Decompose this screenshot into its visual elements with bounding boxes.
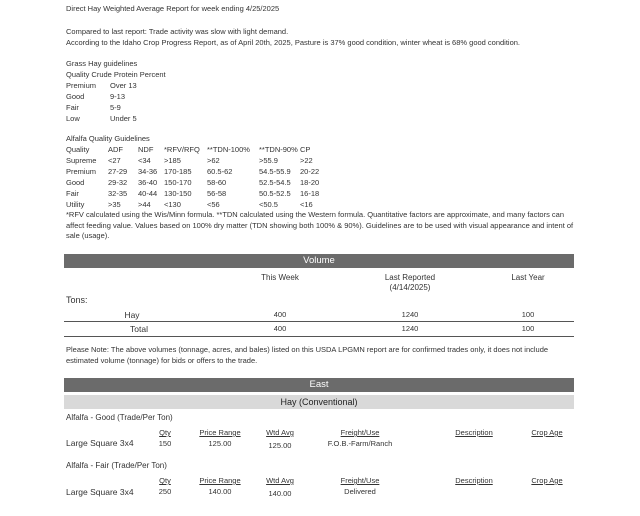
alfalfa-col-header: ADF [108, 145, 123, 154]
alfalfa-cell: >44 [138, 200, 151, 209]
volume-bar: Volume [64, 254, 574, 268]
alfalfa-cell: >185 [164, 156, 181, 165]
alfalfa-cell: 58-60 [207, 178, 227, 187]
alfalfa-cell: >22 [300, 156, 313, 165]
volume-row-label: Hay [124, 310, 140, 320]
qty-value: 250 [158, 487, 172, 496]
alfalfa-col-header: NDF [138, 145, 154, 154]
alfalfa-quality-label: Fair [66, 189, 79, 198]
freight-value: F.O.B.-Farm/Ranch [327, 439, 393, 448]
alfalfa-cell: 36-40 [138, 178, 158, 187]
alfalfa-cell: <56 [207, 200, 220, 209]
tons-label: Tons: [66, 295, 88, 305]
alfalfa-cell: 32-35 [108, 189, 128, 198]
alfalfa-cell: 150-170 [164, 178, 192, 187]
alfalfa-cell: 52.5-54.5 [259, 178, 291, 187]
volume-last-year: 100 [521, 310, 535, 319]
item-label: Large Square 3x4 [66, 438, 134, 448]
row-divider [64, 321, 574, 322]
alfalfa-cell: <50.5 [259, 200, 278, 209]
alfalfa-col-header: **TDN-100% [207, 145, 250, 154]
grass-subheading: Quality Crude Protein Percent [66, 70, 166, 79]
alfalfa-cell: 56-58 [207, 189, 227, 198]
col-this-week: This Week [261, 273, 299, 282]
alfalfa-heading: Alfalfa Quality Guidelines [66, 134, 150, 143]
freight-value: Delivered [344, 487, 376, 496]
volume-last-reported: 1240 [401, 324, 419, 333]
volume-row-label: Total [130, 324, 148, 334]
volume-this-week: 400 [273, 310, 287, 319]
grass-value: Under 5 [110, 114, 137, 123]
group-title: Alfalfa - Fair (Trade/Per Ton) [66, 461, 167, 470]
alfalfa-cell: 130-150 [164, 189, 192, 198]
alfalfa-cell: 29-32 [108, 178, 128, 187]
col-freight: Freight/Use [340, 476, 380, 485]
col-wtd-avg: Wtd Avg [266, 476, 294, 485]
report-title: Direct Hay Weighted Average Report for week ending 4/25/2025 [66, 4, 280, 13]
group-title: Alfalfa - Good (Trade/Per Ton) [66, 413, 173, 422]
alfalfa-quality-label: Good [66, 178, 85, 187]
alfalfa-cell: >35 [108, 200, 121, 209]
grass-heading: Grass Hay guidelines [66, 59, 138, 68]
alfalfa-footnote: *RFV calculated using the Wis/Minn formula. **TDN calculated using the Western formula. Quantitative factors are approximate, and many factors can affect feeding value. Values based on 100% dry matter (TDN showing both 100% & 90%). Guidelines are to be used with visual appearance and intent of sale (usage). [66, 210, 574, 240]
col-qty: Qty [159, 428, 171, 437]
volume-this-week: 400 [273, 324, 287, 333]
row-divider [64, 336, 574, 337]
alfalfa-cell: <130 [164, 200, 181, 209]
grass-value: 5-9 [110, 103, 121, 112]
alfalfa-cell: 20-22 [300, 167, 320, 176]
wtd-avg-value: 140.00 [268, 489, 292, 498]
grass-grade: Good [66, 92, 85, 101]
alfalfa-cell: <16 [300, 200, 313, 209]
alfalfa-cell: 170-185 [164, 167, 192, 176]
wtd-avg-value: 125.00 [268, 441, 292, 450]
crop-progress-text: According to the Idaho Crop Progress Report, as of April 20th, 2025, Pasture is 37% good condition, winter wheat is 68% good condition. [66, 38, 521, 47]
alfalfa-cell: <34 [138, 156, 151, 165]
col-last-reported-date: (4/14/2025) [389, 283, 431, 292]
alfalfa-cell: 40-44 [138, 189, 158, 198]
alfalfa-cell: <27 [108, 156, 121, 165]
col-wtd-avg: Wtd Avg [266, 428, 294, 437]
price-value: 140.00 [208, 487, 232, 496]
alfalfa-quality-label: Premium [66, 167, 97, 176]
col-description: Description [455, 428, 493, 437]
alfalfa-cell: 16-18 [300, 189, 320, 198]
alfalfa-cell: 27-29 [108, 167, 128, 176]
east-bar: East [64, 378, 574, 392]
grass-grade: Low [66, 114, 80, 123]
volume-last-year: 100 [521, 324, 535, 333]
hay-conventional-bar: Hay (Conventional) [64, 395, 574, 409]
alfalfa-quality-label: Utility [66, 200, 85, 209]
compared-text: Compared to last report: Trade activity was slow with light demand. [66, 27, 289, 36]
volume-last-reported: 1240 [401, 310, 419, 319]
price-value: 125.00 [208, 439, 232, 448]
col-price-range: Price Range [199, 428, 241, 437]
qty-value: 150 [158, 439, 172, 448]
alfalfa-col-header: *RFV/RFQ [164, 145, 200, 154]
alfalfa-quality-label: Supreme [66, 156, 97, 165]
col-last-year: Last Year [511, 273, 545, 282]
alfalfa-cell: >55.9 [259, 156, 278, 165]
alfalfa-col-header: Quality [66, 145, 90, 154]
alfalfa-col-header: CP [300, 145, 311, 154]
alfalfa-cell: >62 [207, 156, 220, 165]
col-qty: Qty [159, 476, 171, 485]
col-freight: Freight/Use [340, 428, 380, 437]
col-crop-age: Crop Age [531, 428, 563, 437]
alfalfa-cell: 54.5-55.9 [259, 167, 291, 176]
col-last-reported: Last Reported [384, 273, 436, 282]
grass-grade: Fair [66, 103, 79, 112]
alfalfa-cell: 34-36 [138, 167, 158, 176]
grass-grade: Premium [66, 81, 97, 90]
col-price-range: Price Range [199, 476, 241, 485]
alfalfa-cell: 50.5-52.5 [259, 189, 291, 198]
col-crop-age: Crop Age [531, 476, 563, 485]
volume-note: Please Note: The above volumes (tonnage, acres, and bales) listed on this USDA LPGMN report are for confirmed trades only, it does not include estimated volume (tonnage) for bids or offers to the trade. [66, 345, 549, 365]
item-label: Large Square 3x4 [66, 487, 134, 497]
alfalfa-cell: 18-20 [300, 178, 320, 187]
col-description: Description [455, 476, 493, 485]
grass-value: 9-13 [110, 92, 126, 101]
alfalfa-cell: 60.5-62 [207, 167, 233, 176]
grass-value: Over 13 [110, 81, 137, 90]
alfalfa-col-header: **TDN-90% [259, 145, 298, 154]
